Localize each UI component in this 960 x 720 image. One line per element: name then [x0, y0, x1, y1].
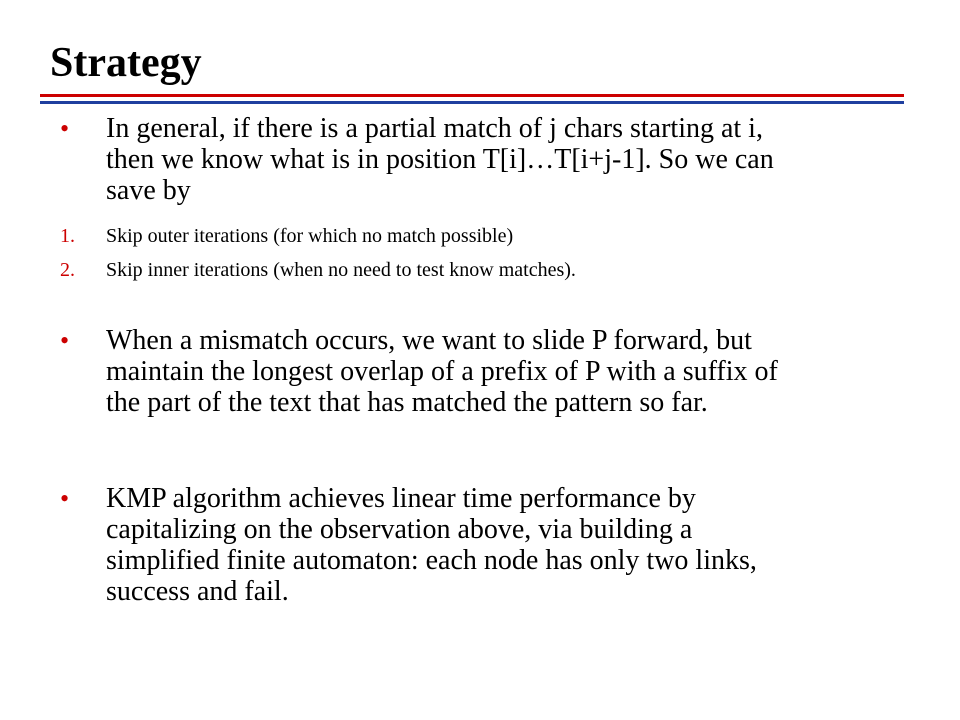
title-rule-red: [40, 94, 904, 97]
bullet-1-line-3: save by: [106, 175, 191, 206]
bullet-item-1: [60, 113, 920, 206]
bullet-marker: •: [60, 484, 70, 513]
bullet-marker: •: [60, 114, 70, 143]
bullet-item-3: [60, 483, 920, 607]
bullet-1-line-2: then we know what is in position T[i]…T[i+j-1]. So we can: [106, 144, 774, 175]
bullet-3-line-1: KMP algorithm achieves linear time performance by: [106, 483, 696, 514]
bullet-item-2: [60, 325, 920, 418]
numbered-item-2-text: Skip inner iterations (when no need to test know matches).: [106, 259, 576, 281]
numbered-item-2-number: 2.: [60, 259, 75, 281]
bullet-marker: •: [60, 326, 70, 355]
bullet-3-line-3: simplified finite automaton: each node has only two links,: [106, 545, 757, 576]
numbered-item-2: [60, 258, 920, 282]
bullet-3-line-4: success and fail.: [106, 576, 289, 607]
title-rule-blue: [40, 101, 904, 104]
bullet-2-line-2: maintain the longest overlap of a prefix of P with a suffix of: [106, 356, 778, 387]
numbered-item-1-text: Skip outer iterations (for which no match possible): [106, 225, 514, 247]
numbered-item-1: [60, 224, 920, 248]
slide-title: Strategy: [50, 40, 202, 86]
bullet-2-line-3: the part of the text that has matched the pattern so far.: [106, 387, 708, 418]
bullet-2-line-1: When a mismatch occurs, we want to slide P forward, but: [106, 325, 752, 356]
numbered-item-1-number: 1.: [60, 225, 75, 247]
bullet-3-line-2: capitalizing on the observation above, via building a: [106, 514, 693, 545]
bullet-1-line-1: In general, if there is a partial match of j chars starting at i,: [106, 113, 763, 144]
